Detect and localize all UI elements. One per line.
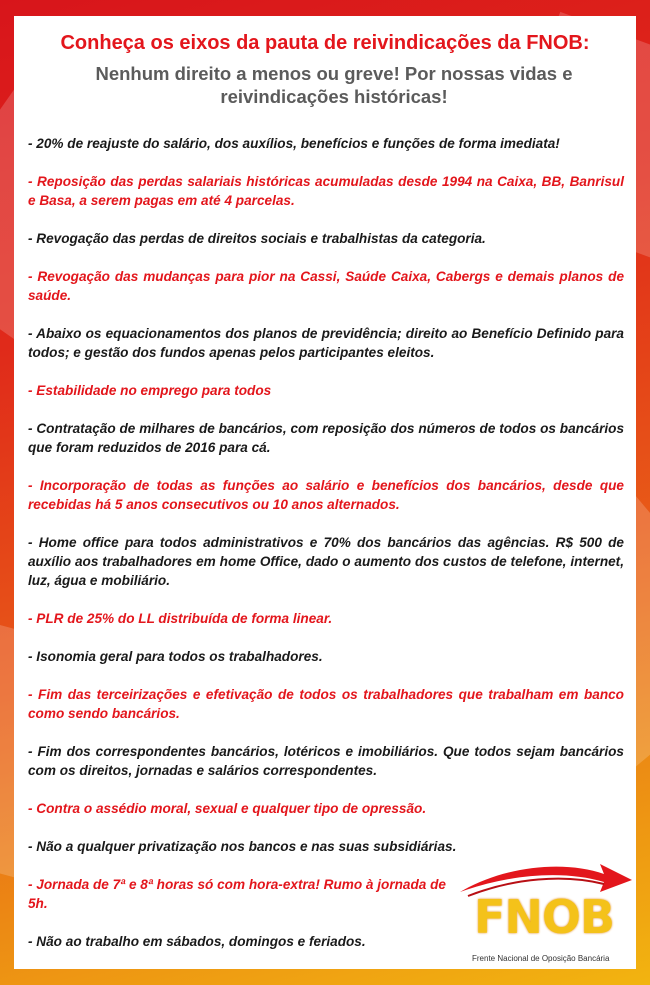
demand-item: - Abaixo os equacionamentos dos planos de previdência; direito ao Benefício Definido para todos; e gestão dos fundos apenas pelos participantes eleitos.: [28, 326, 624, 360]
demand-item: - Incorporação de todas as funções ao salário e benefícios dos bancários, desde que recebidas há 5 anos consecutivos ou 10 anos alternados.: [28, 478, 624, 512]
demand-item: - Estabilidade no emprego para todos: [28, 383, 272, 398]
demand-item: - Não ao trabalho em sábados, domingos e feriados.: [28, 934, 366, 949]
demand-item: - 20% de reajuste do salário, dos auxílios, benefícios e funções de forma imediata!: [28, 136, 560, 151]
demand-item: - Home office para todos administrativos e 70% dos bancários das agências. R$ 500 de auxílio aos trabalhadores em home Office, dado o aumento dos custos de telefone, internet, luz, água e mobiliário.: [28, 535, 624, 588]
fnob-logo: [454, 852, 640, 972]
demand-item: - Não a qualquer privatização nos bancos e nas suas subsidiárias.: [28, 839, 457, 854]
demand-item: - Jornada de 7ª e 8ª horas só com hora-extra! Rumo à jornada de 5h.: [28, 877, 446, 911]
demand-item: - Contra o assédio moral, sexual e qualquer tipo de opressão.: [28, 801, 427, 816]
demand-item: - Reposição das perdas salariais históricas acumuladas desde 1994 na Caixa, BB, Banrisul e Basa, a serem pagas em até 4 parcelas.: [28, 174, 624, 208]
demand-item: - Revogação das mudanças para pior na Cassi, Saúde Caixa, Cabergs e demais planos de saúde.: [28, 269, 624, 303]
demands-list: [28, 134, 624, 970]
poster-subtitle: Nenhum direito a menos ou greve! Por nossas vidas e reivindicações históricas!: [95, 63, 573, 107]
poster-card: [14, 16, 636, 969]
demand-item: - Contratação de milhares de bancários, com reposição dos números de todos os bancários que foram reduzidos de 2016 para cá.: [28, 421, 624, 455]
demand-item: - PLR de 25% do LL distribuída de forma linear.: [28, 611, 333, 626]
logo-tagline: Frente Nacional de Oposição Bancária: [472, 954, 610, 963]
logo-wordmark: FNOB: [474, 890, 615, 944]
demand-item: - Fim das terceirizações e efetivação de todos os trabalhadores que trabalham em banco como sendo bancários.: [28, 687, 624, 721]
demand-item: - Fim dos correspondentes bancários, lotéricos e imobiliários. Que todos sejam bancários com os direitos, jornadas e salários correspondentes.: [28, 744, 624, 778]
demand-item: - Revogação das perdas de direitos sociais e trabalhistas da categoria.: [28, 231, 486, 246]
demand-item: - Isonomia geral para todos os trabalhadores.: [28, 649, 323, 664]
poster-title: Conheça os eixos da pauta de reivindicações da FNOB:: [60, 32, 590, 54]
